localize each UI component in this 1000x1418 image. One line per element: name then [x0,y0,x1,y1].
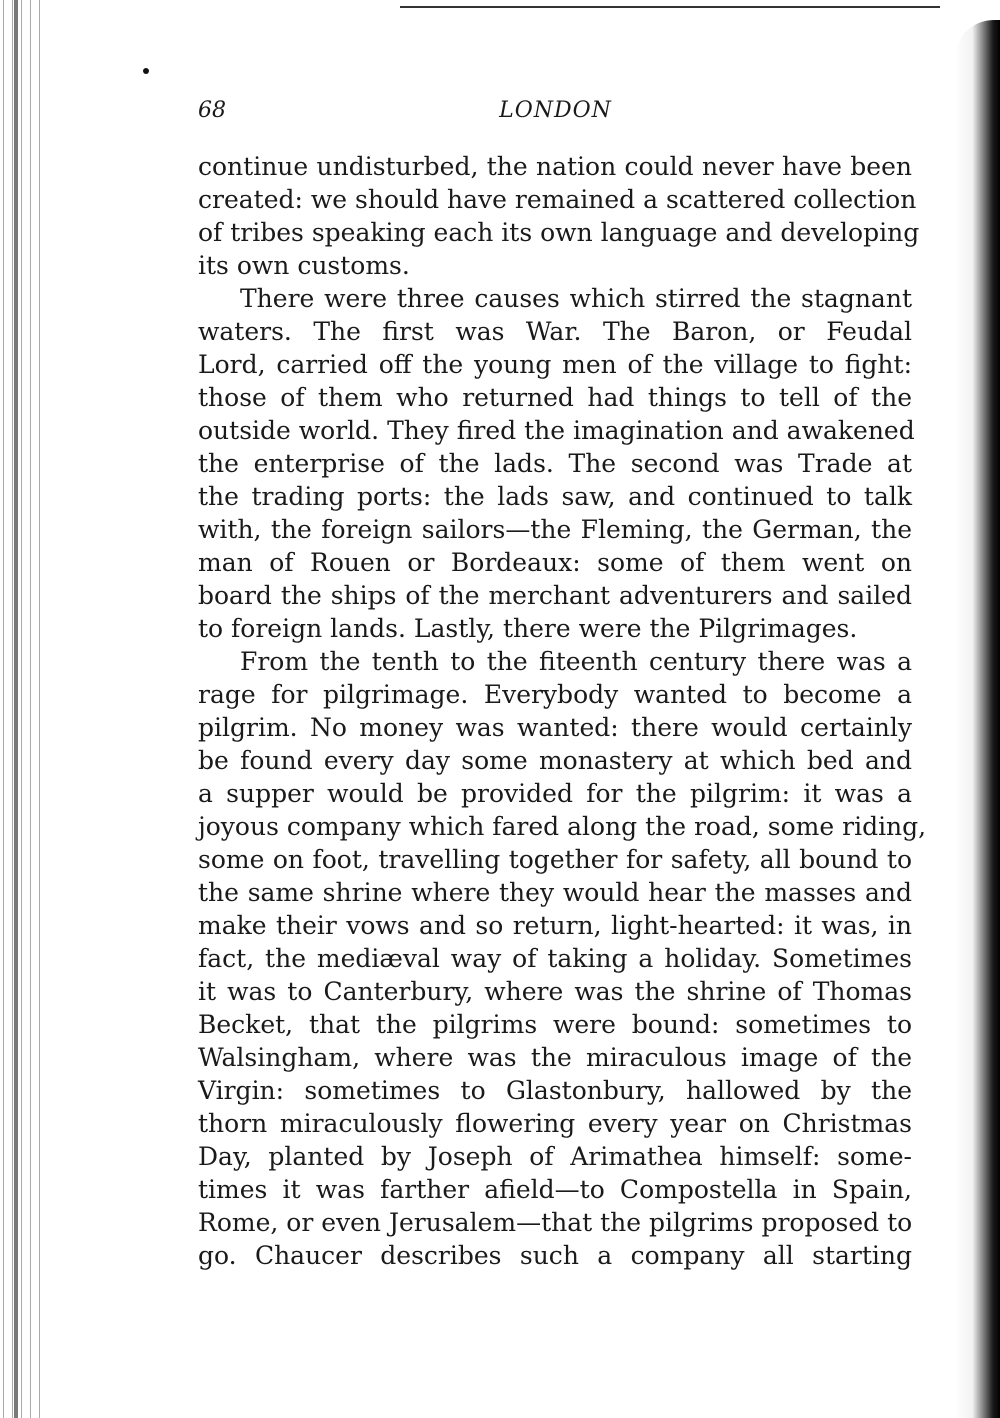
text-line: Virgin: sometimes to Glastonbury, hallowed by the [198,1076,912,1105]
top-rule [400,6,940,8]
text-line: rage for pilgrimage. Everybody wanted to become a [198,680,912,709]
text-line: be found every day some monastery at which bed and [198,746,912,775]
text-line: man of Rouen or Bordeaux: some of them went on [198,548,912,577]
text-line: of tribes speaking each its own language and developing [198,218,920,247]
text-line: those of them who returned had things to tell of the [198,383,912,412]
text-line: the trading ports: the lads saw, and continued to talk [198,482,912,511]
text-line: a supper would be provided for the pilgrim: it was a [198,779,912,808]
text-line: go. Chaucer describes such a company all starting [198,1241,912,1270]
text-line: make their vows and so return, light-hearted: it was, in [198,911,912,940]
running-head [198,98,913,128]
text-line: thorn miraculously flowering every year on Christmas [198,1109,912,1138]
text-line: outside world. They fired the imagination and awakened [198,416,915,445]
body-text [198,150,927,1272]
page-number: 68 [198,98,226,123]
text-line: joyous company which fared along the road, some riding, [198,812,927,841]
text-line: created: we should have remained a scattered collection [198,185,917,214]
text-line: times it was farther afield—to Compostella in Spain, [198,1175,912,1204]
page-edge-shadow [954,20,1000,1418]
text-line: continue undisturbed, the nation could never have been [198,152,912,181]
text-line: to foreign lands. Lastly, there were the Pilgrimages. [198,614,858,643]
text-line: board the ships of the merchant adventurers and sailed [198,581,912,610]
text-line: waters. The first was War. The Baron, or Feudal [198,317,912,346]
text-line: Rome, or even Jerusalem—that the pilgrims proposed to [198,1208,913,1237]
text-line: the same shrine where they would hear the masses and [198,878,912,907]
text-line: some on foot, travelling together for safety, all bound to [198,845,912,874]
binding-edge [0,0,48,1418]
text-line: Lord, carried off the young men of the village to fight: [198,350,912,379]
text-line: Becket, that the pilgrims were bound: sometimes to [198,1010,912,1039]
text-line: pilgrim. No money was wanted: there would certainly [198,713,912,742]
text-line: fact, the mediæval way of taking a holiday. Sometimes [198,944,912,973]
text-line: it was to Canterbury, where was the shrine of Thomas [198,977,912,1006]
text-line: From the tenth to the fiteenth century there was a [240,647,912,676]
text-line: Walsingham, where was the miraculous image of the [198,1043,912,1072]
text-line: its own customs. [198,251,410,280]
text-line: Day, planted by Joseph of Arimathea himself: some- [198,1142,912,1171]
text-line: with, the foreign sailors—the Fleming, the German, the [198,515,912,544]
ink-speck [143,68,149,74]
text-line: There were three causes which stirred the stagnant [240,284,912,313]
text-line: the enterprise of the lads. The second was Trade at [198,449,912,478]
running-title: LONDON [499,98,612,123]
